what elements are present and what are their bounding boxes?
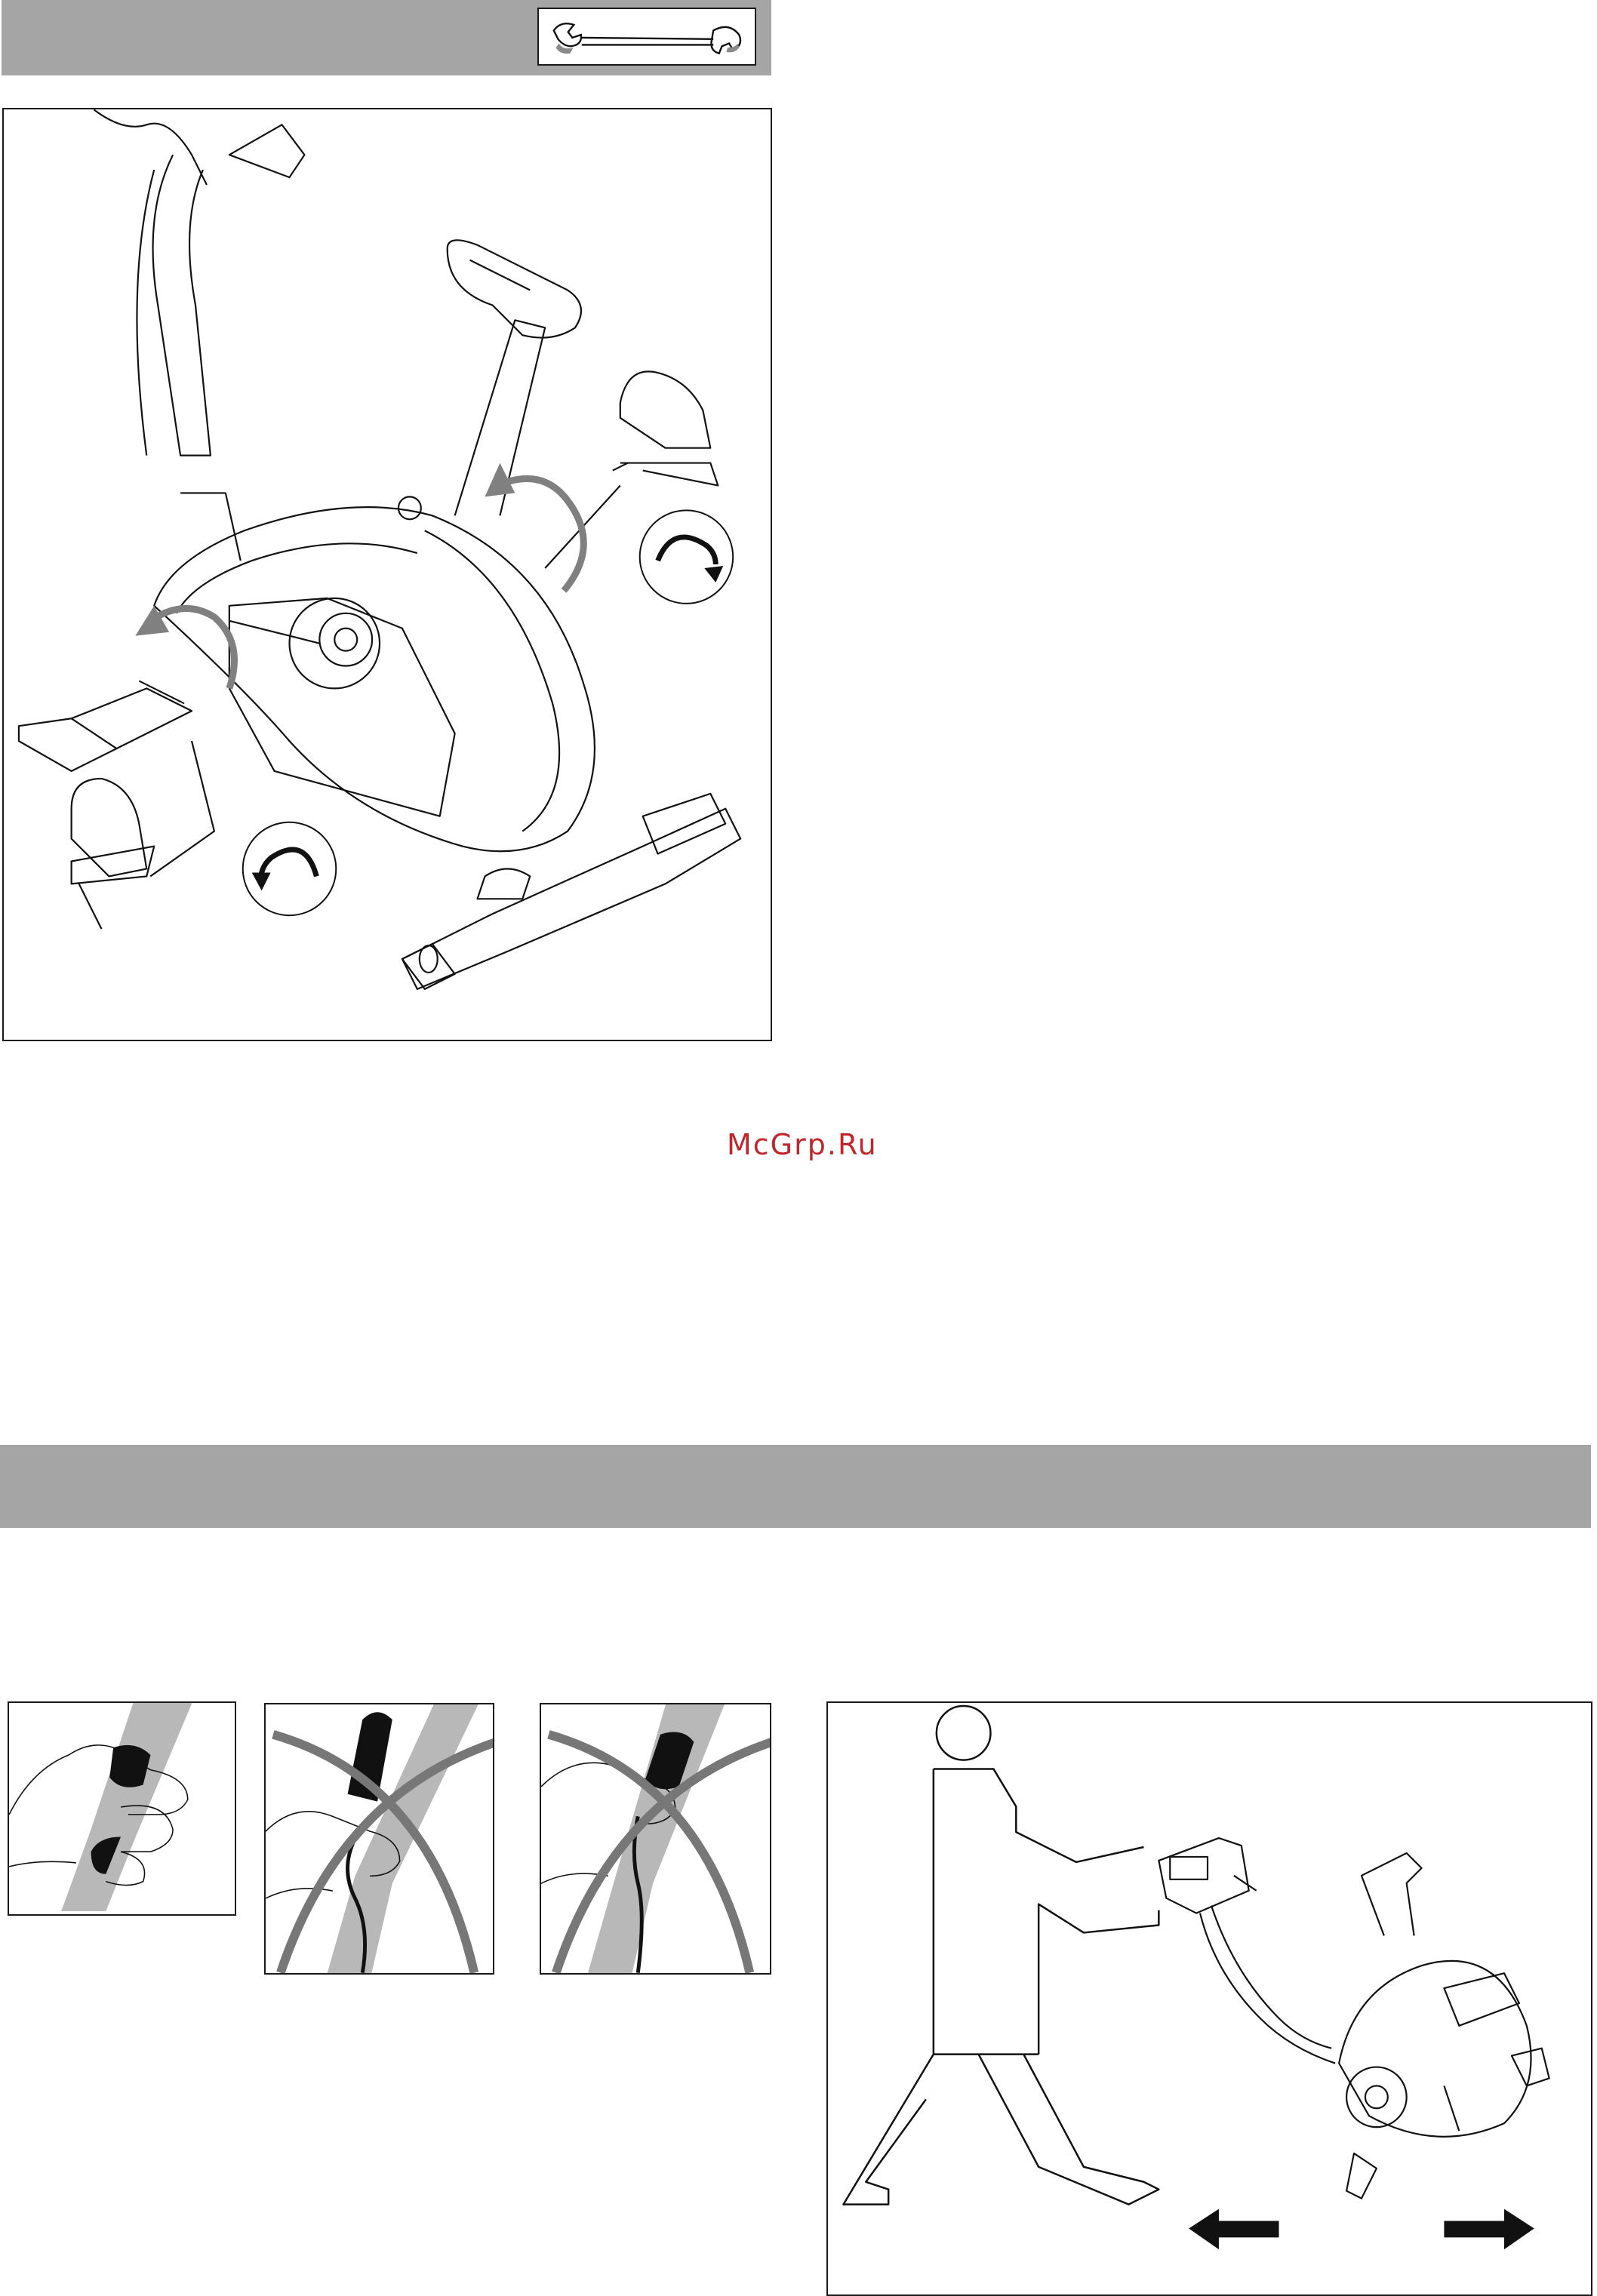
bent-cable-icon	[541, 1704, 770, 1973]
transport-figure	[826, 1701, 1592, 2296]
handlebar-step-2	[264, 1703, 494, 1975]
rotate-counterclockwise-icon	[243, 822, 337, 916]
person-icon	[843, 1706, 1159, 2205]
exercise-bike-icon	[4, 109, 771, 1040]
hand-grip-icon	[9, 1703, 235, 1914]
arrow-left-icon	[1189, 2209, 1279, 2250]
handlebar-step-1	[8, 1701, 236, 1916]
section-bar	[0, 1445, 1591, 1528]
watermark-text: McGrp.Ru	[727, 1128, 878, 1161]
pedal-assembly-figure	[2, 108, 772, 1041]
bent-cable-icon	[266, 1704, 493, 1973]
arrow-right-icon	[1444, 2209, 1534, 2250]
wrench-icon	[539, 9, 755, 64]
exercise-bike-icon	[1159, 1838, 1549, 2199]
handlebar-step-3	[540, 1703, 771, 1975]
rotate-clockwise-icon	[640, 510, 734, 604]
tool-box	[537, 8, 756, 66]
